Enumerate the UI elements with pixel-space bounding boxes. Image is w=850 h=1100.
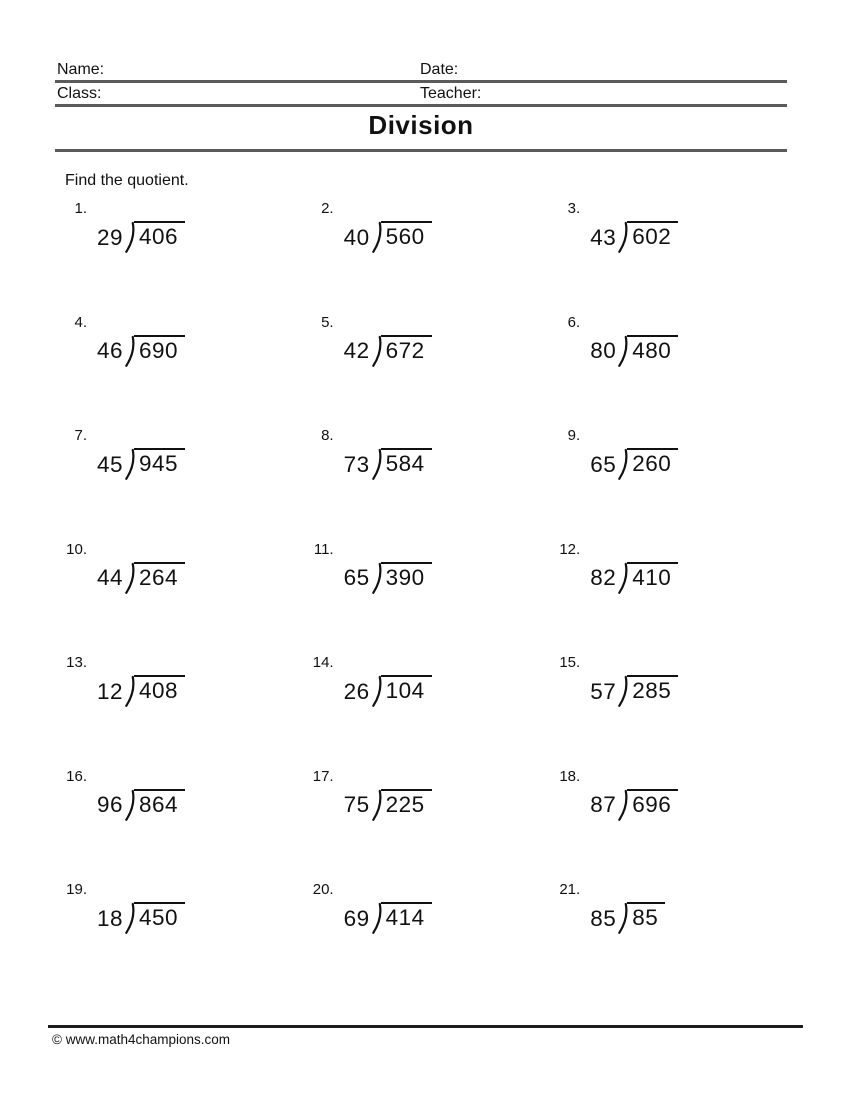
problem-number: 20.: [312, 881, 334, 898]
problem-cell: [55, 423, 302, 537]
class-label: Class:: [57, 85, 102, 102]
division-problem: [344, 335, 432, 368]
problem-number: 6.: [567, 313, 581, 331]
problem-cell: [548, 423, 795, 537]
dividend-value: 408: [134, 675, 185, 705]
division-problem: [344, 221, 432, 254]
problem-number: 12.: [559, 540, 581, 558]
problem-cell: [548, 537, 795, 651]
dividend-value: 584: [381, 448, 432, 478]
problem-cell: [302, 537, 549, 651]
problem-cell: [302, 650, 549, 764]
dividend-value: 85: [627, 902, 665, 932]
divisor-value: 46: [97, 338, 124, 363]
division-problem: [590, 221, 678, 254]
divisor-value: 82: [590, 565, 617, 590]
divisor-value: 80: [590, 338, 617, 363]
problem-number: 14.: [312, 654, 334, 671]
copyright-text: © www.math4champions.com: [52, 1032, 231, 1047]
problem-cell: [302, 764, 549, 878]
division-problem: [344, 675, 432, 708]
dividend-value: 414: [381, 902, 432, 932]
division-problem: [344, 562, 432, 595]
dividend-value: 285: [627, 675, 678, 705]
dividend-value: 264: [134, 562, 185, 592]
divisor-value: 85: [590, 905, 617, 931]
problem-number: 2.: [321, 200, 334, 217]
problem-cell: [548, 650, 795, 764]
dividend-value: 696: [627, 789, 678, 819]
problem-cell: [55, 196, 302, 310]
problem-cell: [302, 877, 549, 991]
problem-number: 5.: [321, 313, 334, 331]
divisor-value: 44: [97, 565, 124, 590]
title-rule: [55, 149, 787, 152]
division-problem: [344, 789, 432, 822]
problem-cell: [55, 537, 302, 651]
divisor-value: 57: [590, 678, 617, 704]
problem-cell: [548, 877, 795, 991]
problem-cell: [55, 650, 302, 764]
divisor-value: 69: [343, 905, 370, 931]
dividend-value: 480: [627, 335, 678, 365]
division-problem: [97, 789, 185, 822]
problem-cell: [548, 764, 795, 878]
divisor-value: 73: [343, 451, 370, 477]
division-problem: [97, 675, 185, 708]
division-problem: [590, 562, 678, 595]
name-label: Name:: [57, 61, 105, 78]
problem-cell: [55, 310, 302, 424]
division-problem: [344, 448, 432, 481]
problem-number: 19.: [66, 881, 87, 898]
page-title: Division: [368, 110, 474, 140]
problem-number: 4.: [74, 313, 87, 331]
division-problem: [97, 221, 185, 254]
problem-number: 17.: [312, 767, 334, 785]
dividend-value: 104: [381, 675, 432, 705]
division-problem: [590, 675, 678, 708]
dividend-value: 390: [381, 562, 432, 592]
problem-number: 7.: [74, 427, 87, 444]
problem-number: 1.: [74, 200, 87, 217]
problem-number: 3.: [567, 200, 581, 217]
dividend-value: 450: [134, 902, 185, 932]
divisor-value: 43: [590, 224, 617, 250]
dividend-value: 602: [627, 221, 678, 251]
dividend-value: 406: [134, 221, 185, 251]
problem-cell: [548, 196, 795, 310]
dividend-value: 225: [381, 789, 432, 819]
divisor-value: 18: [97, 905, 124, 931]
dividend-value: 690: [134, 335, 185, 365]
divisor-value: 65: [343, 565, 370, 590]
problem-number: 9.: [567, 427, 581, 444]
division-problem: [590, 902, 665, 935]
division-problem: [590, 789, 678, 822]
divisor-value: 65: [590, 451, 617, 477]
teacher-label: Teacher:: [420, 85, 482, 102]
problem-number: 8.: [321, 427, 334, 444]
problem-cell: [548, 310, 795, 424]
problem-number: 18.: [559, 767, 581, 785]
division-problem: [590, 448, 678, 481]
problem-number: 21.: [559, 881, 581, 898]
problem-number: 16.: [66, 767, 87, 785]
header-row-name-date: [55, 60, 787, 83]
problem-number: 10.: [66, 540, 87, 558]
problem-cell: [302, 423, 549, 537]
division-problem: [97, 335, 185, 368]
instruction-text: Find the quotient.: [65, 172, 189, 189]
problem-number: 15.: [559, 654, 581, 671]
divisor-value: 96: [97, 792, 124, 817]
header-row-class-teacher: [55, 84, 787, 107]
division-problem: [97, 902, 185, 935]
problem-number: 11.: [313, 540, 334, 558]
division-problem: [344, 902, 432, 935]
dividend-value: 260: [627, 448, 678, 478]
division-problem: [97, 562, 185, 595]
problem-cell: [55, 764, 302, 878]
dividend-value: 945: [134, 448, 185, 478]
dividend-value: 410: [627, 562, 678, 592]
dividend-value: 864: [134, 789, 185, 819]
divisor-value: 45: [97, 451, 124, 477]
problem-number: 13.: [66, 654, 87, 671]
divisor-value: 26: [343, 678, 370, 704]
divisor-value: 12: [97, 678, 124, 704]
date-label: Date:: [420, 61, 459, 78]
problem-cell: [55, 877, 302, 991]
dividend-value: 672: [381, 335, 432, 365]
problem-cell: [302, 196, 549, 310]
divisor-value: 40: [343, 224, 370, 250]
footer-rule: [48, 1025, 803, 1028]
divisor-value: 75: [343, 792, 370, 817]
problem-cell: [302, 310, 549, 424]
dividend-value: 560: [381, 221, 432, 251]
divisor-value: 87: [590, 792, 617, 817]
problems-grid: [55, 196, 795, 991]
division-problem: [97, 448, 185, 481]
divisor-value: 29: [97, 224, 124, 250]
divisor-value: 42: [343, 338, 370, 363]
division-problem: [590, 335, 678, 368]
